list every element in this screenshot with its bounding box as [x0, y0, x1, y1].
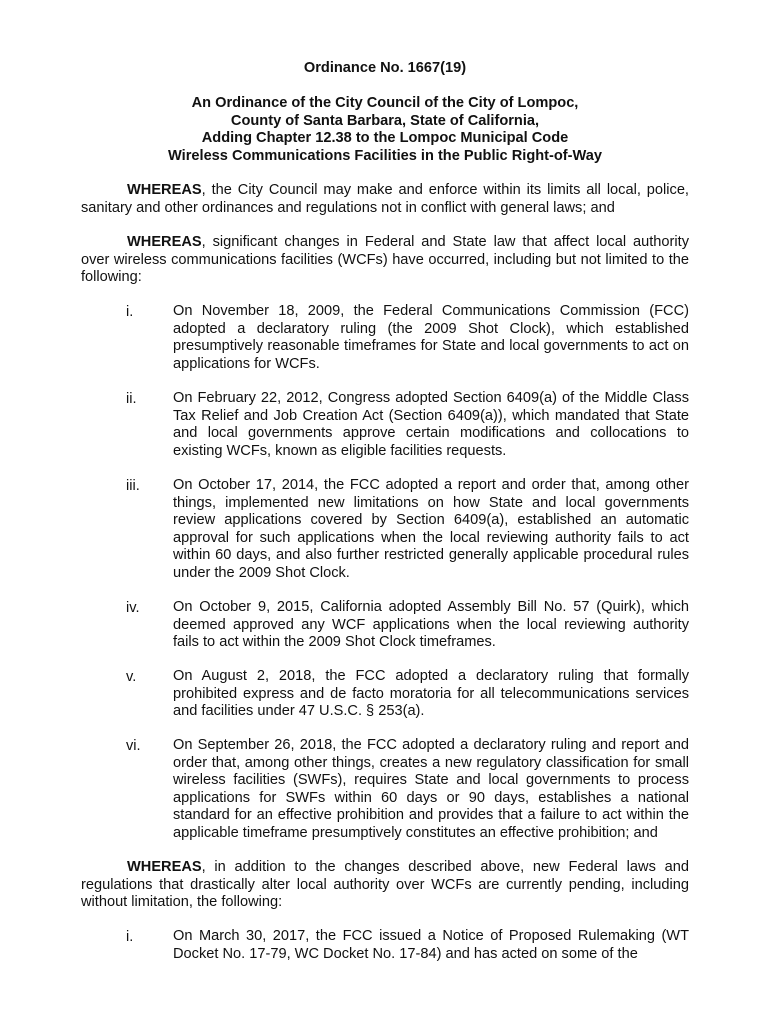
heading-line: Wireless Communications Facilities in the Public Right-of-Way — [168, 147, 602, 164]
whereas-paragraph-2 — [81, 234, 689, 287]
heading-line: An Ordinance of the City Council of the City of Lompoc, — [191, 95, 579, 111]
whereas-text: , in addition to the changes described above, new Federal laws and regulations that drastically alter local authority over WCFs are currently pending, including without limitation, the following: — [81, 859, 689, 910]
list-item-number: v. — [126, 669, 137, 685]
list-item-number: vi. — [126, 738, 141, 754]
list-item-text: On October 9, 2015, California adopted Assembly Bill No. 57 (Quirk), which deemed approved any WCF applications when the local reviewing authority fails to act within the 2009 Shot Clock timeframes. — [173, 599, 689, 650]
whereas-lead: WHEREAS — [127, 234, 202, 250]
list-item-number: iv. — [126, 600, 140, 616]
whereas-text: , significant changes in Federal and State law that affect local authority over wireless communications facilities (WCFs) have occurred, including but not limited to the following: — [81, 234, 689, 285]
list-item-text: On October 17, 2014, the FCC adopted a report and order that, among other things, implemented new limitations on how State and local governments review applications covered by Section 6409(a), established an automatic approval for such applications when the local reviewing authority fails to act within 60 days, and also further restricted generally applicable procedural rules under the 2009 Shot Clock. — [173, 477, 689, 581]
list-item-text: On September 26, 2018, the FCC adopted a declaratory ruling and report and order that, among other things, creates a new regulatory classification for small wireless facilities (SWFs), requires State and local governments to process applications for SWFs within 60 days or 90 days, establishes a national standard for an effective prohibition and provides that a failure to act within the applicable timeframe presumptively constitutes an effective prohibition; and — [173, 737, 689, 841]
list-item-number: i. — [126, 929, 134, 945]
whereas-paragraph-3 — [81, 859, 689, 912]
ordinance-heading — [0, 95, 770, 165]
list-item-number: iii. — [126, 478, 140, 494]
whereas-lead: WHEREAS — [127, 859, 202, 875]
list-item-text: On February 22, 2012, Congress adopted Section 6409(a) of the Middle Class Tax Relief and Job Creation Act (Section 6409(a)), which mandated that State and local governments approve certain modifications and collocations to existing WCFs, known as eligible facilities requests. — [173, 390, 689, 459]
list-item-text: On November 18, 2009, the Federal Communications Commission (FCC) adopted a declaratory ruling (the 2009 Shot Clock), which established presumptively reasonable timeframes for State and local governments to act on applications for WCFs. — [173, 303, 689, 372]
list-item-text: On March 30, 2017, the FCC issued a Notice of Proposed Rulemaking (WT Docket No. 17-79, WC Docket No. 17-84) and has acted on some of the — [173, 928, 689, 962]
list-item-text: On August 2, 2018, the FCC adopted a declaratory ruling that formally prohibited express and de facto moratoria for all telecommunications services and facilities under 47 U.S.C. § 253(a). — [173, 668, 689, 719]
heading-line: Adding Chapter 12.38 to the Lompoc Municipal Code — [201, 130, 569, 146]
whereas-paragraph-1 — [81, 182, 689, 217]
whereas-text: , the City Council may make and enforce within its limits all local, police, sanitary and other ordinances and regulations not in conflict with general laws; and — [81, 182, 689, 216]
list-item-number: ii. — [126, 391, 137, 407]
ordinance-number: Ordinance No. 1667(19) — [303, 60, 467, 76]
heading-line: County of Santa Barbara, State of California, — [230, 112, 540, 129]
list-item-number: i. — [126, 304, 134, 320]
whereas-lead: WHEREAS — [127, 182, 202, 198]
